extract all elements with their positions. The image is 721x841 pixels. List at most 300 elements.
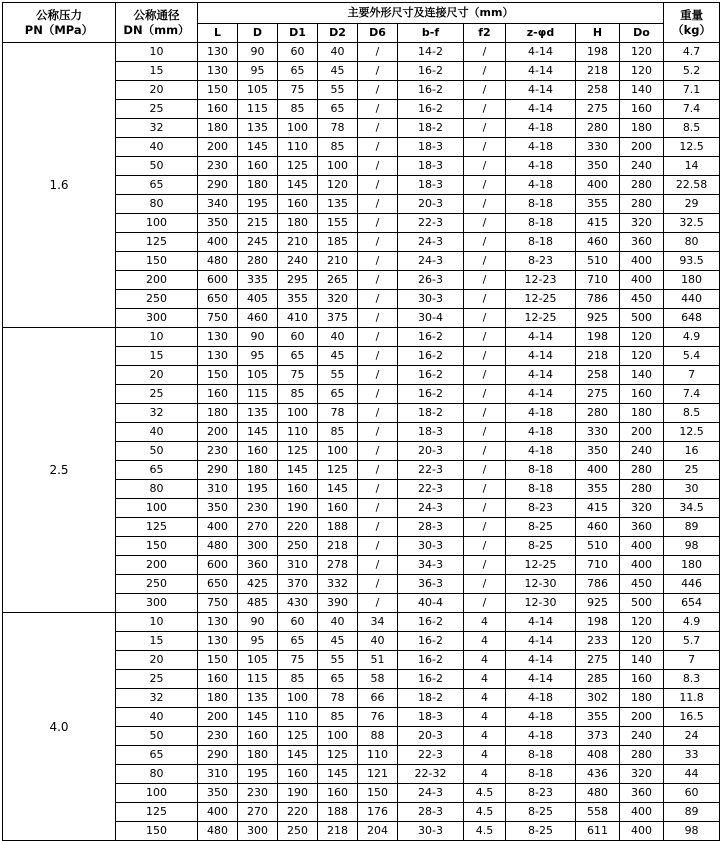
cell-D: 145: [238, 423, 278, 442]
header-dimensions-group: 主要外形尺寸及连接尺寸（mm）: [198, 3, 664, 24]
cell-dn: 15: [116, 347, 198, 366]
cell-D6: /: [358, 81, 398, 100]
header-dim-H: H: [576, 24, 620, 43]
cell-bf: 14-2: [398, 43, 464, 62]
cell-D6: /: [358, 594, 398, 613]
cell-L: 160: [198, 100, 238, 119]
cell-f2: /: [464, 575, 506, 594]
cell-D6: 176: [358, 803, 398, 822]
cell-D1: 100: [278, 119, 318, 138]
cell-dn: 40: [116, 138, 198, 157]
cell-weight: 4.9: [664, 328, 720, 347]
cell-dn: 32: [116, 404, 198, 423]
cell-L: 600: [198, 271, 238, 290]
cell-L: 480: [198, 537, 238, 556]
cell-bf: 18-2: [398, 404, 464, 423]
cell-D1: 110: [278, 423, 318, 442]
cell-D6: /: [358, 385, 398, 404]
cell-D1: 60: [278, 43, 318, 62]
cell-H: 280: [576, 404, 620, 423]
cell-f2: /: [464, 176, 506, 195]
cell-L: 130: [198, 43, 238, 62]
cell-weight: 8.5: [664, 119, 720, 138]
cell-bf: 16-2: [398, 81, 464, 100]
cell-bf: 24-3: [398, 499, 464, 518]
cell-bf: 40-4: [398, 594, 464, 613]
cell-weight: 7: [664, 366, 720, 385]
cell-bf: 28-3: [398, 803, 464, 822]
cell-D1: 85: [278, 670, 318, 689]
table-body: [3, 43, 720, 841]
cell-D6: 40: [358, 632, 398, 651]
cell-Do: 120: [620, 613, 664, 632]
cell-D2: 40: [318, 328, 358, 347]
cell-weight: 7.1: [664, 81, 720, 100]
cell-Do: 360: [620, 784, 664, 803]
cell-bf: 30-3: [398, 290, 464, 309]
cell-D1: 240: [278, 252, 318, 271]
cell-D1: 180: [278, 214, 318, 233]
valve-dimension-table: [2, 2, 720, 841]
cell-D: 270: [238, 518, 278, 537]
cell-bf: 22-3: [398, 461, 464, 480]
cell-D1: 65: [278, 347, 318, 366]
cell-L: 400: [198, 803, 238, 822]
cell-bf: 16-2: [398, 366, 464, 385]
cell-zd: 8-25: [506, 803, 576, 822]
cell-D2: 145: [318, 480, 358, 499]
cell-D2: 85: [318, 708, 358, 727]
cell-dn: 15: [116, 632, 198, 651]
cell-Do: 120: [620, 632, 664, 651]
table-row: [3, 613, 720, 632]
cell-f2: /: [464, 119, 506, 138]
cell-L: 290: [198, 461, 238, 480]
cell-bf: 18-3: [398, 423, 464, 442]
cell-D: 195: [238, 195, 278, 214]
cell-f2: /: [464, 138, 506, 157]
cell-D6: /: [358, 518, 398, 537]
cell-D2: 185: [318, 233, 358, 252]
cell-bf: 22-3: [398, 746, 464, 765]
cell-L: 600: [198, 556, 238, 575]
cell-D6: /: [358, 575, 398, 594]
cell-D1: 125: [278, 442, 318, 461]
cell-f2: /: [464, 461, 506, 480]
cell-f2: /: [464, 81, 506, 100]
cell-zd: 12-30: [506, 594, 576, 613]
cell-D: 230: [238, 784, 278, 803]
cell-f2: /: [464, 62, 506, 81]
cell-D6: /: [358, 157, 398, 176]
cell-Do: 180: [620, 689, 664, 708]
cell-Do: 120: [620, 43, 664, 62]
cell-zd: 8-18: [506, 461, 576, 480]
cell-f2: /: [464, 594, 506, 613]
cell-weight: 24: [664, 727, 720, 746]
cell-H: 558: [576, 803, 620, 822]
cell-D2: 78: [318, 689, 358, 708]
cell-Do: 500: [620, 594, 664, 613]
cell-L: 200: [198, 708, 238, 727]
cell-dn: 100: [116, 214, 198, 233]
cell-f2: /: [464, 290, 506, 309]
cell-zd: 4-14: [506, 366, 576, 385]
cell-weight: 16.5: [664, 708, 720, 727]
cell-D: 95: [238, 632, 278, 651]
cell-H: 330: [576, 423, 620, 442]
cell-L: 750: [198, 309, 238, 328]
cell-f2: /: [464, 385, 506, 404]
cell-D: 335: [238, 271, 278, 290]
cell-weight: 11.8: [664, 689, 720, 708]
cell-f2: /: [464, 309, 506, 328]
cell-L: 130: [198, 632, 238, 651]
cell-D: 245: [238, 233, 278, 252]
cell-f2: 4: [464, 689, 506, 708]
cell-Do: 450: [620, 575, 664, 594]
cell-dn: 300: [116, 309, 198, 328]
cell-bf: 18-2: [398, 119, 464, 138]
cell-D6: /: [358, 556, 398, 575]
cell-D2: 40: [318, 43, 358, 62]
cell-dn: 150: [116, 252, 198, 271]
cell-dn: 80: [116, 480, 198, 499]
cell-f2: /: [464, 214, 506, 233]
cell-D2: 45: [318, 632, 358, 651]
cell-D: 115: [238, 385, 278, 404]
cell-f2: /: [464, 43, 506, 62]
cell-D2: 188: [318, 803, 358, 822]
cell-D2: 320: [318, 290, 358, 309]
cell-H: 258: [576, 81, 620, 100]
cell-L: 400: [198, 518, 238, 537]
cell-zd: 8-18: [506, 746, 576, 765]
cell-H: 786: [576, 290, 620, 309]
cell-weight: 4.7: [664, 43, 720, 62]
cell-L: 130: [198, 328, 238, 347]
cell-D: 95: [238, 347, 278, 366]
cell-D2: 40: [318, 613, 358, 632]
cell-zd: 4-14: [506, 613, 576, 632]
cell-D2: 265: [318, 271, 358, 290]
cell-H: 350: [576, 157, 620, 176]
cell-dn: 125: [116, 518, 198, 537]
cell-D2: 218: [318, 537, 358, 556]
cell-zd: 8-25: [506, 518, 576, 537]
cell-bf: 24-3: [398, 784, 464, 803]
cell-H: 285: [576, 670, 620, 689]
cell-bf: 18-3: [398, 157, 464, 176]
cell-D: 405: [238, 290, 278, 309]
cell-D: 145: [238, 708, 278, 727]
cell-L: 160: [198, 385, 238, 404]
cell-L: 400: [198, 233, 238, 252]
cell-D: 460: [238, 309, 278, 328]
cell-D1: 250: [278, 537, 318, 556]
cell-f2: /: [464, 556, 506, 575]
cell-H: 355: [576, 195, 620, 214]
cell-bf: 16-2: [398, 100, 464, 119]
cell-H: 408: [576, 746, 620, 765]
cell-f2: /: [464, 423, 506, 442]
cell-dn: 25: [116, 385, 198, 404]
cell-D1: 355: [278, 290, 318, 309]
cell-L: 180: [198, 689, 238, 708]
cell-H: 510: [576, 252, 620, 271]
cell-L: 200: [198, 138, 238, 157]
cell-D2: 155: [318, 214, 358, 233]
cell-zd: 4-14: [506, 651, 576, 670]
cell-Do: 280: [620, 195, 664, 214]
table-header: [3, 3, 720, 43]
cell-weight: 654: [664, 594, 720, 613]
cell-D6: /: [358, 328, 398, 347]
cell-D: 160: [238, 727, 278, 746]
cell-D2: 85: [318, 423, 358, 442]
cell-Do: 320: [620, 765, 664, 784]
cell-f2: /: [464, 157, 506, 176]
cell-D2: 375: [318, 309, 358, 328]
cell-Do: 280: [620, 480, 664, 499]
cell-D6: 66: [358, 689, 398, 708]
cell-bf: 30-3: [398, 537, 464, 556]
cell-Do: 140: [620, 651, 664, 670]
cell-bf: 36-3: [398, 575, 464, 594]
cell-D: 300: [238, 822, 278, 841]
cell-D2: 45: [318, 62, 358, 81]
cell-H: 258: [576, 366, 620, 385]
cell-D: 135: [238, 689, 278, 708]
cell-D6: /: [358, 43, 398, 62]
header-nominal-diameter-line2: DN（mm）: [123, 22, 190, 37]
cell-f2: /: [464, 195, 506, 214]
cell-zd: 4-18: [506, 423, 576, 442]
cell-D: 195: [238, 480, 278, 499]
cell-H: 218: [576, 347, 620, 366]
cell-D2: 188: [318, 518, 358, 537]
cell-bf: 24-3: [398, 252, 464, 271]
header-dim-Do: Do: [620, 24, 664, 43]
cell-bf: 30-4: [398, 309, 464, 328]
cell-weight: 93.5: [664, 252, 720, 271]
cell-L: 230: [198, 727, 238, 746]
cell-H: 373: [576, 727, 620, 746]
cell-weight: 7.4: [664, 385, 720, 404]
cell-D1: 60: [278, 613, 318, 632]
cell-D2: 55: [318, 81, 358, 100]
cell-D1: 145: [278, 176, 318, 195]
cell-weight: 5.7: [664, 632, 720, 651]
cell-H: 460: [576, 233, 620, 252]
cell-f2: 4.5: [464, 822, 506, 841]
cell-f2: 4: [464, 613, 506, 632]
cell-D6: /: [358, 271, 398, 290]
cell-L: 180: [198, 119, 238, 138]
header-dim-D1: D1: [278, 24, 318, 43]
cell-L: 310: [198, 480, 238, 499]
cell-Do: 400: [620, 556, 664, 575]
cell-D: 105: [238, 81, 278, 100]
cell-zd: 4-14: [506, 100, 576, 119]
header-nominal-pressure-line1: 公称压力: [36, 7, 82, 22]
cell-D: 105: [238, 651, 278, 670]
cell-H: 218: [576, 62, 620, 81]
header-nominal-diameter: [116, 3, 198, 43]
cell-D6: /: [358, 176, 398, 195]
cell-Do: 280: [620, 461, 664, 480]
cell-dn: 20: [116, 651, 198, 670]
cell-zd: 8-18: [506, 233, 576, 252]
cell-H: 400: [576, 176, 620, 195]
cell-D1: 60: [278, 328, 318, 347]
cell-weight: 29: [664, 195, 720, 214]
cell-Do: 320: [620, 499, 664, 518]
cell-D2: 65: [318, 100, 358, 119]
cell-D1: 125: [278, 727, 318, 746]
cell-L: 150: [198, 81, 238, 100]
cell-zd: 4-18: [506, 138, 576, 157]
cell-dn: 15: [116, 62, 198, 81]
cell-L: 350: [198, 214, 238, 233]
cell-D: 115: [238, 100, 278, 119]
cell-weight: 7: [664, 651, 720, 670]
cell-D2: 55: [318, 366, 358, 385]
cell-L: 230: [198, 157, 238, 176]
cell-H: 710: [576, 556, 620, 575]
cell-f2: 4: [464, 746, 506, 765]
cell-f2: /: [464, 252, 506, 271]
cell-Do: 280: [620, 176, 664, 195]
cell-dn: 10: [116, 613, 198, 632]
cell-D: 485: [238, 594, 278, 613]
cell-H: 275: [576, 385, 620, 404]
cell-D6: /: [358, 309, 398, 328]
cell-zd: 8-18: [506, 480, 576, 499]
cell-bf: 22-32: [398, 765, 464, 784]
cell-bf: 20-3: [398, 727, 464, 746]
cell-f2: 4: [464, 632, 506, 651]
cell-D1: 125: [278, 157, 318, 176]
cell-bf: 28-3: [398, 518, 464, 537]
cell-D6: 204: [358, 822, 398, 841]
cell-L: 480: [198, 252, 238, 271]
cell-bf: 16-2: [398, 347, 464, 366]
cell-D2: 100: [318, 727, 358, 746]
cell-zd: 8-25: [506, 537, 576, 556]
cell-H: 436: [576, 765, 620, 784]
cell-D2: 85: [318, 138, 358, 157]
cell-L: 130: [198, 613, 238, 632]
cell-Do: 200: [620, 138, 664, 157]
cell-D1: 75: [278, 366, 318, 385]
cell-H: 400: [576, 461, 620, 480]
cell-weight: 98: [664, 822, 720, 841]
cell-H: 233: [576, 632, 620, 651]
cell-zd: 4-18: [506, 727, 576, 746]
cell-zd: 4-14: [506, 385, 576, 404]
cell-weight: 22.58: [664, 176, 720, 195]
cell-L: 350: [198, 499, 238, 518]
cell-Do: 360: [620, 518, 664, 537]
cell-D1: 410: [278, 309, 318, 328]
cell-f2: /: [464, 480, 506, 499]
cell-Do: 500: [620, 309, 664, 328]
cell-D6: 121: [358, 765, 398, 784]
cell-D1: 210: [278, 233, 318, 252]
cell-D6: /: [358, 252, 398, 271]
cell-D6: /: [358, 195, 398, 214]
cell-D1: 75: [278, 81, 318, 100]
cell-zd: 8-23: [506, 252, 576, 271]
cell-dn: 65: [116, 176, 198, 195]
cell-zd: 8-23: [506, 784, 576, 803]
cell-weight: 60: [664, 784, 720, 803]
cell-weight: 89: [664, 518, 720, 537]
cell-H: 710: [576, 271, 620, 290]
cell-zd: 4-14: [506, 347, 576, 366]
cell-D2: 45: [318, 347, 358, 366]
cell-L: 750: [198, 594, 238, 613]
cell-Do: 120: [620, 347, 664, 366]
cell-Do: 200: [620, 423, 664, 442]
cell-H: 415: [576, 499, 620, 518]
pressure-group-label: 2.5: [3, 328, 116, 613]
cell-zd: 4-18: [506, 119, 576, 138]
cell-weight: 89: [664, 803, 720, 822]
cell-D1: 190: [278, 784, 318, 803]
cell-D: 90: [238, 43, 278, 62]
cell-Do: 240: [620, 727, 664, 746]
cell-D1: 160: [278, 195, 318, 214]
cell-zd: 4-14: [506, 328, 576, 347]
cell-dn: 32: [116, 119, 198, 138]
cell-H: 198: [576, 613, 620, 632]
cell-D6: 51: [358, 651, 398, 670]
cell-Do: 400: [620, 822, 664, 841]
cell-D2: 55: [318, 651, 358, 670]
cell-D: 425: [238, 575, 278, 594]
cell-weight: 5.2: [664, 62, 720, 81]
cell-D2: 390: [318, 594, 358, 613]
cell-Do: 180: [620, 404, 664, 423]
cell-dn: 40: [116, 423, 198, 442]
cell-weight: 30: [664, 480, 720, 499]
cell-D: 215: [238, 214, 278, 233]
cell-D1: 65: [278, 632, 318, 651]
cell-bf: 16-2: [398, 632, 464, 651]
cell-dn: 100: [116, 499, 198, 518]
cell-D1: 75: [278, 651, 318, 670]
cell-zd: 4-18: [506, 689, 576, 708]
cell-weight: 80: [664, 233, 720, 252]
cell-D1: 145: [278, 461, 318, 480]
cell-H: 786: [576, 575, 620, 594]
cell-D6: /: [358, 100, 398, 119]
cell-Do: 140: [620, 366, 664, 385]
cell-D2: 218: [318, 822, 358, 841]
cell-D: 280: [238, 252, 278, 271]
cell-weight: 7.4: [664, 100, 720, 119]
cell-bf: 16-2: [398, 62, 464, 81]
cell-L: 150: [198, 366, 238, 385]
cell-D: 90: [238, 328, 278, 347]
cell-dn: 125: [116, 233, 198, 252]
cell-D6: /: [358, 423, 398, 442]
cell-H: 275: [576, 100, 620, 119]
cell-dn: 50: [116, 157, 198, 176]
cell-D1: 220: [278, 518, 318, 537]
